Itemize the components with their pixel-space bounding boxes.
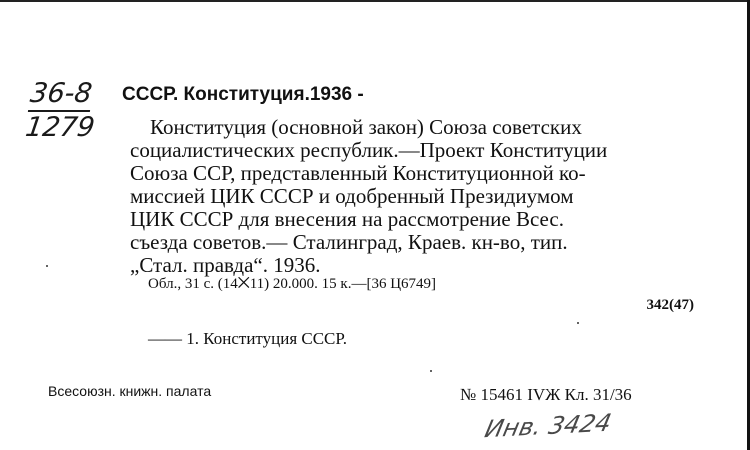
registration-number: № 15461 IVЖ Кл. 31/36 — [460, 385, 632, 404]
catalog-heading: СССР. Конституция.1936 - — [122, 84, 364, 105]
shelfmark — [23, 78, 97, 144]
description-line: „Стал. правда“. 1936. — [130, 253, 321, 277]
shelfmark-bottom: 1279 — [23, 112, 97, 143]
description-line: съезда советов.— — [130, 230, 288, 254]
publisher-chamber: Всесоюзн. книжн. палата — [48, 383, 212, 399]
handwritten-note: Инв. 3424 — [482, 408, 614, 444]
description-line: миссией ЦИК СССР и одобренный Президиумом — [130, 184, 574, 208]
ink-speck — [430, 370, 432, 372]
description-line-imprint — [130, 231, 698, 254]
imprint-place: Сталинград, Краев. кн-во, тип. — [292, 230, 568, 254]
card-top-edge — [0, 0, 750, 2]
ink-speck — [46, 265, 48, 267]
collation-line: Обл., 31 с. (14⨉11) 20.000. 15 к.—[36 Ц6749] — [148, 276, 437, 292]
ink-speck — [577, 322, 579, 324]
subject-tracing: —— 1. Конституция СССР. — [148, 329, 347, 348]
description-line: Конституция (основной закон) Союза советских — [150, 115, 582, 139]
bibliographic-description — [130, 116, 698, 277]
description-line: социалистических республик.—Проект Конституции — [130, 138, 608, 162]
description-line: Союза ССР, представленный Конституционной ко- — [130, 161, 586, 185]
card-number: 342(47) — [646, 297, 694, 313]
description-line: ЦИК СССР для внесения на рассмотрение Всес. — [130, 207, 564, 231]
shelfmark-top: 36-8 — [28, 78, 94, 109]
